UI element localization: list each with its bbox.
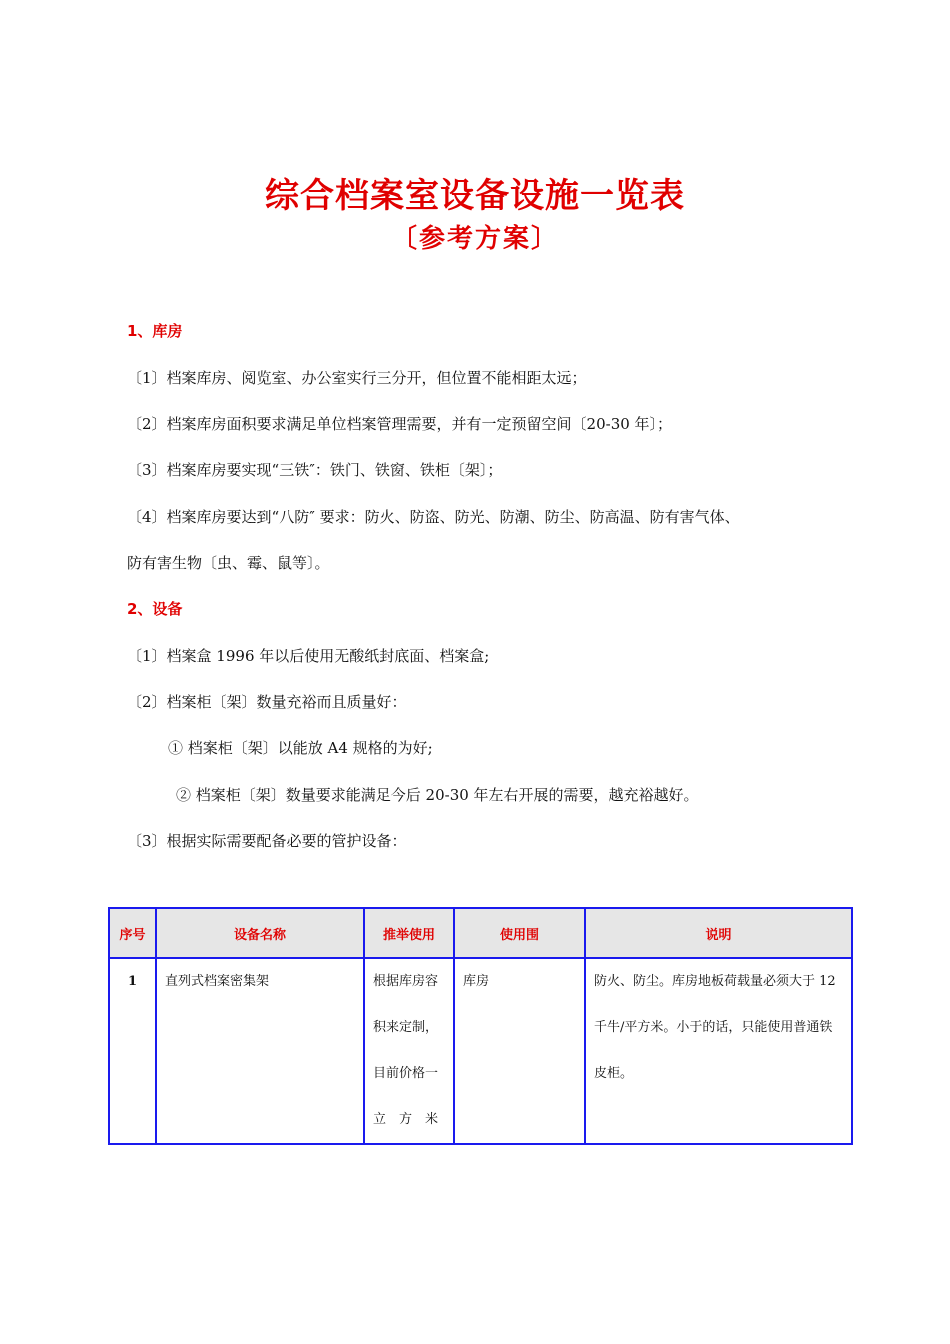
- document-title: 综合档案室设备设施一览表: [265, 176, 685, 216]
- table-header-row: [109, 908, 852, 958]
- header-serial-number: 序号: [109, 908, 156, 958]
- cell-recommended-use: 根据库房容积来定制，目前价格一立 方 米: [364, 958, 454, 1144]
- storage-item-1: 〔1〕档案库房、阅览室、办公室实行三分开，但位置不能相距太远；: [127, 369, 587, 387]
- equipment-subitem-2: ② 档案柜〔架〕数量要求能满足今后 20-30 年左右开展的需要，越充裕越好。: [176, 786, 699, 804]
- equipment-table: [108, 907, 853, 1145]
- storage-item-3: 〔3〕档案库房要实现“三铁″：铁门、铁窗、铁柜〔架〕；: [127, 461, 503, 479]
- header-recommended-use: 推举使用: [364, 908, 454, 958]
- equipment-item-2: 〔2〕档案柜〔架〕数量充裕而且质量好：: [127, 693, 407, 711]
- equipment-item-1: 〔1〕档案盒 1996 年以后使用无酸纸封底面、档案盒;: [127, 647, 490, 665]
- table-row: [109, 958, 852, 1144]
- header-description: 说明: [585, 908, 852, 958]
- document-subtitle: 〔参考方案〕: [390, 224, 559, 254]
- equipment-item-3: 〔3〕根据实际需要配备必要的管护设备：: [127, 832, 407, 850]
- cell-equipment-name: 直列式档案密集架: [156, 958, 364, 1144]
- section-heading-storage: 1、库房: [127, 322, 183, 340]
- header-equipment-name: 设备名称: [156, 908, 364, 958]
- header-usage-scope: 使用围: [454, 908, 585, 958]
- storage-item-4: 〔4〕档案库房要达到“八防″ 要求：防火、防盗、防光、防潮、防尘、防高温、防有害气体、: [127, 508, 740, 526]
- cell-description: 防火、防尘。库房地板荷载量必须大于 12 千牛/平方米。小于的话，只能使用普通铁皮柜。: [585, 958, 852, 1144]
- storage-item-4-continued: 防有害生物〔虫、霉、鼠等〕。: [127, 554, 330, 572]
- section-heading-equipment: 2、设备: [127, 600, 183, 618]
- storage-item-2: 〔2〕档案库房面积要求满足单位档案管理需要，并有一定预留空间〔20-30 年〕；: [127, 415, 673, 433]
- cell-serial-number: 1: [109, 958, 156, 1144]
- equipment-subitem-1: ① 档案柜〔架〕以能放 A4 规格的为好;: [168, 739, 433, 757]
- cell-usage-scope: 库房: [454, 958, 585, 1144]
